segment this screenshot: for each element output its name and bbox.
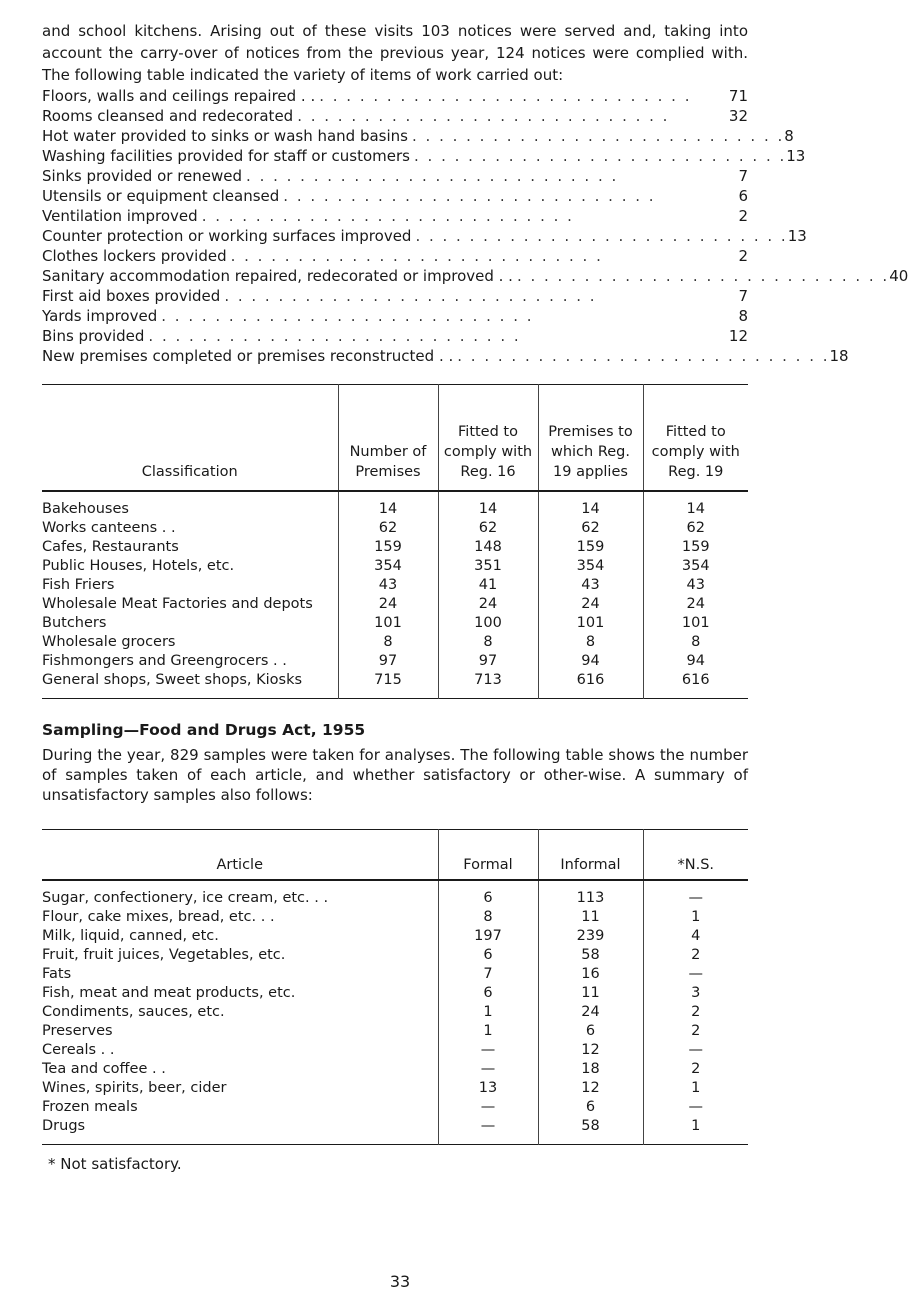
work-item: Sanitary accommodation repaired, redecorated or improved . . . . . . . . . . . . . . . . . . . . . . . . . . . . . . 40 — [42, 267, 908, 285]
table-row: Fishmongers and Greengrocers . . 97 97 94 94 — [42, 652, 748, 671]
document-page — [42, 20, 908, 1173]
work-item: Hot water provided to sinks or wash hand basins . . . . . . . . . . . . . . . . . . . . . . . . . . . . 8 — [42, 127, 794, 145]
header-article: Article — [42, 830, 438, 881]
work-item: Utensils or equipment cleansed . . . . . . . . . . . . . . . . . . . . . . . . . . . . 6 — [42, 187, 748, 205]
work-item: Rooms cleansed and redecorated . . . . . . . . . . . . . . . . . . . . . . . . . . . . 32 — [42, 107, 748, 125]
table-row: Milk, liquid, canned, etc. 197 239 4 — [42, 927, 748, 946]
table-row: Bakehouses 14 14 14 14 — [42, 500, 748, 519]
table-row: Fats 7 16 — — [42, 965, 748, 984]
table-row: Public Houses, Hotels, etc. 354 351 354 354 — [42, 557, 748, 576]
table-row: Fish, meat and meat products, etc. 6 11 3 — [42, 984, 748, 1003]
table-row: Fish Friers 43 41 43 43 — [42, 576, 748, 595]
page-number: 33 — [389, 1272, 411, 1291]
table-row: Flour, cake mixes, bread, etc. . . 8 11 1 — [42, 908, 748, 927]
table-row: Condiments, sauces, etc. 1 24 2 — [42, 1003, 748, 1022]
work-item: Counter protection or working surfaces improved . . . . . . . . . . . . . . . . . . . . . . . . . . . . 13 — [42, 227, 807, 245]
table-row: Works canteens . . 62 62 62 62 — [42, 519, 748, 538]
header-informal: Informal — [538, 830, 643, 881]
sampling-paragraph: During the year, 829 samples were taken for analyses. The following table shows the number of samples taken of each article, and whether satisfactory or other-wise. A summary of unsatisfactory samples also follows: — [42, 746, 748, 804]
samples-table — [42, 829, 748, 1145]
work-item: Washing facilities provided for staff or customers . . . . . . . . . . . . . . . . . . . . . . . . . . . . 13 — [42, 147, 806, 165]
table-row: Cereals . . — 12 — — [42, 1041, 748, 1060]
work-item: Sinks provided or renewed . . . . . . . . . . . . . . . . . . . . . . . . . . . . 7 — [42, 167, 748, 185]
header-not-satisfactory: *N.S. — [643, 830, 748, 881]
work-item: Floors, walls and ceilings repaired . . . . . . . . . . . . . . . . . . . . . . . . . . . . . . 71 — [42, 87, 748, 105]
work-item: Ventilation improved . . . . . . . . . . . . . . . . . . . . . . . . . . . . 2 — [42, 207, 748, 225]
work-item: First aid boxes provided . . . . . . . . . . . . . . . . . . . . . . . . . . . . 7 — [42, 287, 748, 305]
header-fitted-reg19: Fitted to comply with Reg. 19 — [643, 385, 748, 492]
table-row: Drugs — 58 1 — [42, 1117, 748, 1136]
header-classification: Classification — [42, 385, 338, 492]
header-formal: Formal — [438, 830, 538, 881]
table-row: Butchers 101 100 101 101 — [42, 614, 748, 633]
table-row: Tea and coffee . . — 18 2 — [42, 1060, 748, 1079]
intro-paragraph: and school kitchens. Arising out of these visits 103 notices were served and, taking into account the carry-over of notices from the previous year, 124 notices were complied with. The following table indicated the variety of items of work carried out: — [42, 22, 748, 84]
table-row: Sugar, confectionery, ice cream, etc. . . 6 113 — — [42, 889, 748, 908]
header-fitted-reg16: Fitted to comply with Reg. 16 — [438, 385, 538, 492]
table-row: Cafes, Restaurants 159 148 159 159 — [42, 538, 748, 557]
sampling-heading: Sampling—Food and Drugs Act, 1955 — [42, 721, 366, 739]
table-row: Wholesale grocers 8 8 8 8 — [42, 633, 748, 652]
table-row: Wholesale Meat Factories and depots 24 24 24 24 — [42, 595, 748, 614]
table-row: General shops, Sweet shops, Kiosks 715 713 616 616 — [42, 671, 748, 690]
work-item: Clothes lockers provided . . . . . . . . . . . . . . . . . . . . . . . . . . . . 2 — [42, 247, 748, 265]
work-items-list — [42, 86, 908, 366]
table-row: Frozen meals — 6 — — [42, 1098, 748, 1117]
header-number-of-premises: Number of Premises — [338, 385, 438, 492]
header-premises-reg19: Premises to which Reg. 19 applies — [538, 385, 643, 492]
work-item: New premises completed or premises reconstructed . . . . . . . . . . . . . . . . . . . . . . . . . . . . . . 18 — [42, 347, 849, 365]
table-row: Fruit, fruit juices, Vegetables, etc. 6 58 2 — [42, 946, 748, 965]
table-row: Preserves 1 6 2 — [42, 1022, 748, 1041]
work-item: Bins provided . . . . . . . . . . . . . . . . . . . . . . . . . . . . 12 — [42, 327, 748, 345]
footnote: * Not satisfactory. — [48, 1155, 182, 1173]
premises-table — [42, 384, 748, 699]
work-item: Yards improved . . . . . . . . . . . . . . . . . . . . . . . . . . . . 8 — [42, 307, 748, 325]
table-row: Wines, spirits, beer, cider 13 12 1 — [42, 1079, 748, 1098]
